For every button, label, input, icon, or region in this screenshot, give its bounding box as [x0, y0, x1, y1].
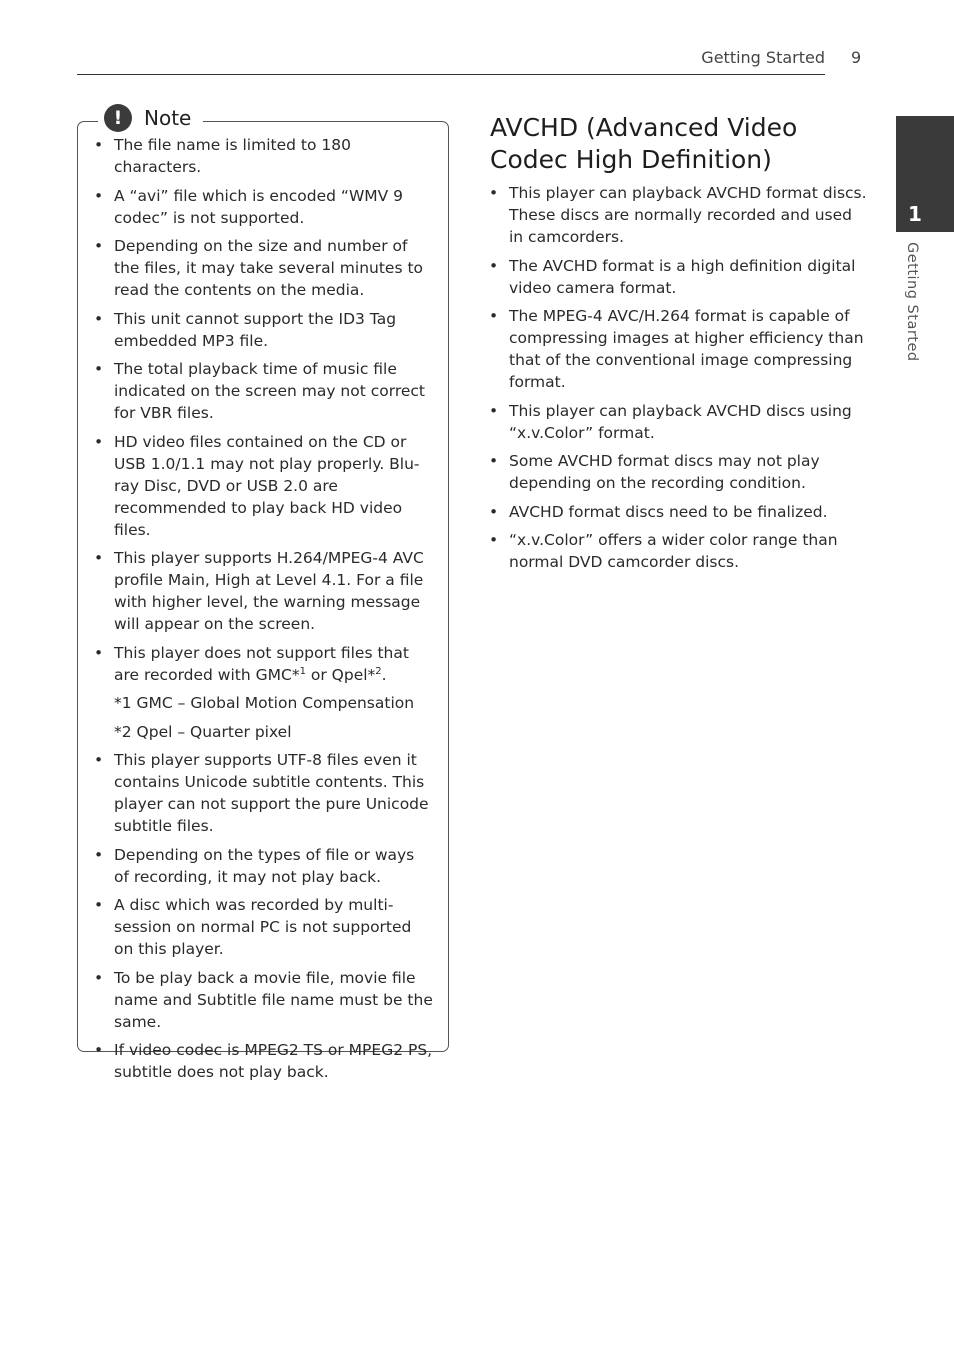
list-item: • The file name is limited to 180 characters. — [94, 134, 434, 178]
list-item: • To be play back a movie file, movie file name and Subtitle file name must be the same. — [94, 967, 434, 1033]
list-item: • Depending on the size and number of the files, it may take several minutes to read the contents on the media. — [94, 235, 434, 301]
list-item: • The MPEG-4 AVC/H.264 format is capable of compressing images at higher efficiency than that of the conventional image compressing format. — [489, 305, 869, 393]
list-item: • A “avi” file which is encoded “WMV 9 codec” is not supported. — [94, 185, 434, 229]
list-item: • “x.v.Color” offers a wider color range than normal DVD camcorder discs. — [489, 529, 869, 573]
list-item: • This player can playback AVCHD format discs. These discs are normally recorded and used in camcorders. — [489, 182, 869, 248]
note-title: Note — [144, 106, 192, 130]
footnote-ref: 1 — [299, 665, 306, 677]
list-item-text: . — [381, 665, 387, 684]
list-item: • A disc which was recorded by multi-session on normal PC is not supported on this player. — [94, 894, 434, 960]
list-item: • This player can playback AVCHD discs using “x.v.Color” format. — [489, 400, 869, 444]
list-item: • This player supports H.264/MPEG-4 AVC profile Main, High at Level 4.1. For a file with higher level, the warning message will appear on the screen. — [94, 547, 434, 635]
exclamation-icon: ! — [104, 104, 132, 132]
chapter-label: Getting Started — [904, 242, 920, 362]
list-item: • Some AVCHD format discs may not play depending on the recording condition. — [489, 450, 869, 494]
page-number: 9 — [851, 48, 862, 67]
header-rule — [77, 74, 825, 75]
list-item: • AVCHD format discs need to be finalized. — [489, 501, 869, 523]
list-item: • Depending on the types of file or ways of recording, it may not play back. — [94, 844, 434, 888]
list-item: • This player supports UTF-8 files even it contains Unicode subtitle contents. This player can not support the pure Unicode subtitle files. — [94, 749, 434, 837]
header-title: Getting Started — [701, 48, 825, 67]
note-list — [94, 134, 434, 1090]
note-header — [98, 104, 203, 132]
chapter-tab — [896, 116, 954, 232]
list-item-text: This player does not support files that are recorded with GMC* — [114, 643, 409, 684]
chapter-number: 1 — [908, 202, 922, 226]
footnote-ref: 2 — [375, 665, 382, 677]
avchd-list — [489, 182, 869, 580]
list-item: • The total playback time of music file indicated on the screen may not correct for VBR files. — [94, 358, 434, 424]
list-item-text: or Qpel* — [305, 665, 376, 684]
footnote: *1 GMC – Global Motion Compensation — [114, 694, 415, 712]
list-item: • If video codec is MPEG2 TS or MPEG2 PS, subtitle does not play back. — [94, 1039, 434, 1083]
section-title: AVCHD (Advanced Video Codec High Definition) — [490, 113, 798, 174]
list-item: • This unit cannot support the ID3 Tag embedded MP3 file. — [94, 308, 434, 352]
list-item: • HD video files contained on the CD or USB 1.0/1.1 may not play properly. Blu-ray Disc, DVD or USB 2.0 are recommended to play back HD video files. — [94, 431, 434, 541]
footnote: *2 Qpel – Quarter pixel — [114, 722, 292, 741]
list-item: • The AVCHD format is a high definition digital video camera format. — [489, 255, 869, 299]
list-item — [94, 642, 434, 686]
